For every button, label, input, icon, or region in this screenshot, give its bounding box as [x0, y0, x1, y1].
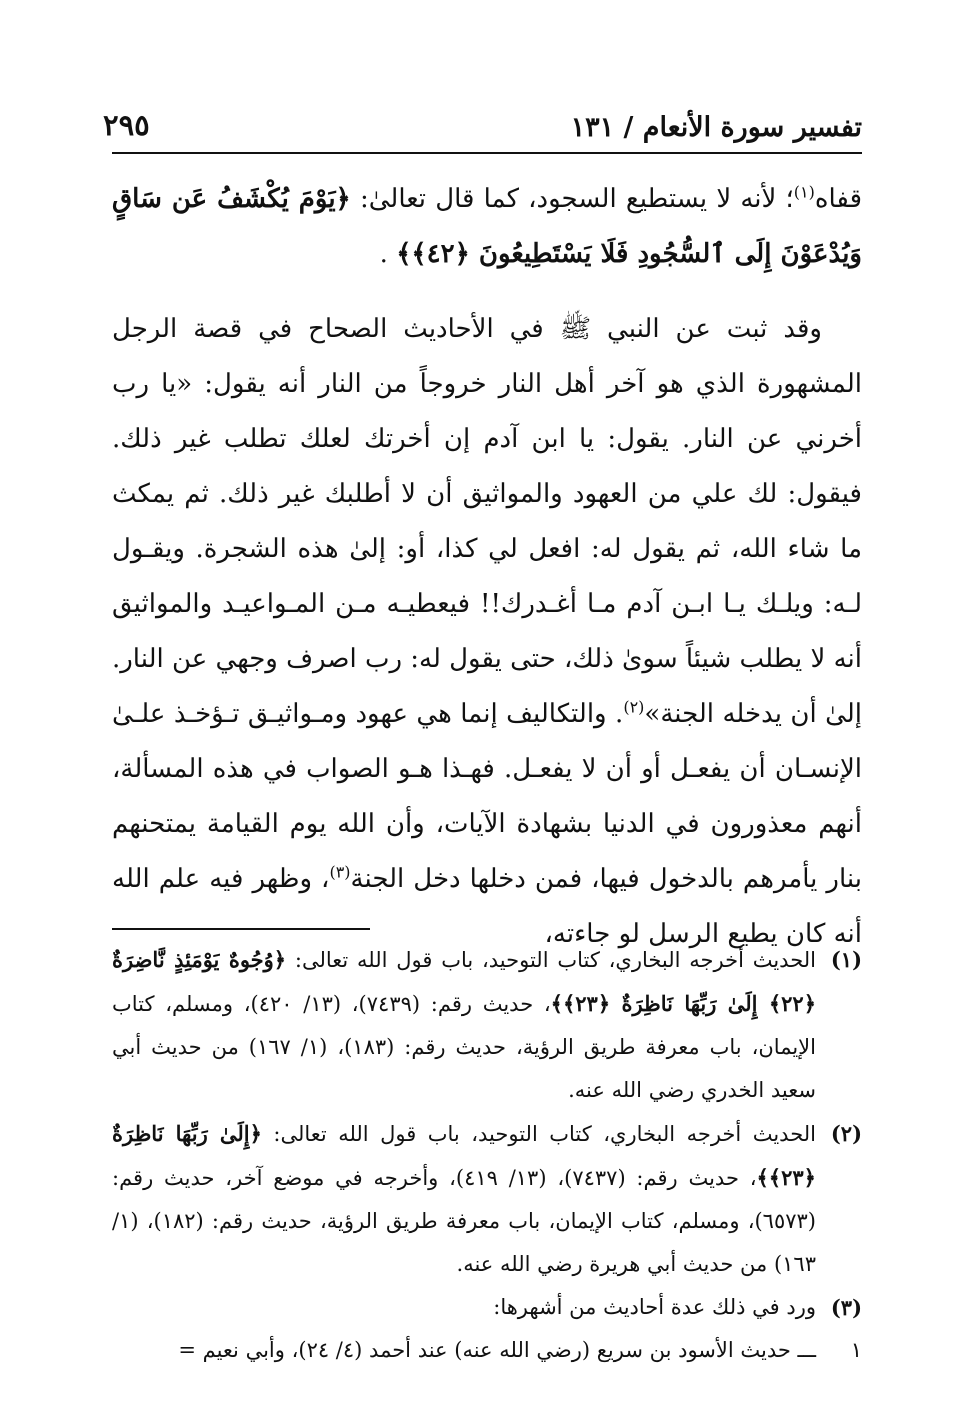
paragraph-2: [112, 302, 862, 962]
footnote-ref-2: (٢): [623, 697, 645, 717]
paragraph-2-text-a: وقد ثبت عن النبي ﷺ في الأحاديث الصحاح في قصة الرجل المشهورة الذي هو آخر أهل النار خروجاً من النار أنه يقول: «يا رب أخرني عن النار. يقول: يا ابن آدم إن أخرتك لعلك تطلب غير ذلك. فيقول: لك علي من العهود والمواثيق أن لا أطلبك غير ذلك. ثم يمكث ما شاء الله، ثم يقول له: افعل لي كذا، أو: إلىٰ هذه الشجرة. ويقـول لـه: ويلـك يـا ابـن آدم مـا أغـدرك!! فيعطيـه مـن المـواعيـد والمواثيق أنه لا يطلب شيئاً سوىٰ ذلك، حتى يقول له: رب اصرف وجهي عن النار. إلىٰ أن يدخله الجنة»: [111, 314, 862, 729]
footnote-number: (٣): [830, 1295, 862, 1320]
main-text: [112, 172, 862, 962]
paragraph-1-text-c: .: [379, 239, 397, 269]
footnote-text-a: الحديث أخرجه البخاري، كتاب التوحيد، باب قول الله تعالى:: [286, 948, 816, 972]
paragraph-2-text-b: . والتكاليف إنما هي عهود ومـواثيـق تـؤخـذ علـىٰ الإنسـان أن يفعـل أو أن لا يفعـل. فهـذا هـو الصواب في هذه المسألة، أنهم معذورون في الدنيا بشهادة الآيات، وأن الله يوم القيامة يمتحنهم بنار يأمرهم بالدخول فيها، فمن دخلها دخل الجنة: [112, 699, 862, 894]
paragraph-2-text-c: ، وظهر فيه علم الله أنه كان يطيع الرسل لو جاءته،: [112, 864, 862, 949]
footnote-divider: [112, 928, 370, 930]
footnote-3: [112, 1286, 862, 1329]
footnote-text: ـــ حديث الأسود بن سريع (رضي الله عنه) عند أحمد (٤/ ٢٤)، وأبي نعيم =: [178, 1338, 816, 1362]
footnote-text: ورد في ذلك عدة أحاديث من أشهرها:: [493, 1295, 816, 1319]
footnote-list-number: ١: [850, 1338, 862, 1362]
footnote-3-item-1: [112, 1329, 862, 1372]
footnote-text-b: ، حديث رقم: (٧٤٣٧)، (١٣/ ٤١٩)، وأخرجه في موضع آخر، حديث رقم: (٦٥٧٣)، ومسلم، كتاب الإيمان، باب معرفة طريق الرؤية، حديث رقم: (١٨٢)، (١/ ١٦٣) من حديث أبي هريرة رضي الله عنه.: [112, 1166, 816, 1276]
footnote-ref-3: (٣): [329, 862, 351, 882]
footnote-2: [112, 1112, 862, 1286]
paragraph-1: [112, 172, 862, 282]
running-header-title: تفسير سورة الأنعام / ١٣١: [570, 112, 862, 143]
footnote-1: [112, 938, 862, 1112]
header-divider: [112, 152, 862, 154]
footnote-text: [112, 1112, 816, 1286]
footnotes: [112, 938, 862, 1372]
footnote-text: [112, 938, 816, 1112]
footnote-text-a: الحديث أخرجه البخاري، كتاب التوحيد، باب قول الله تعالى:: [261, 1122, 816, 1146]
footnote-text-b: ، حديث رقم: (٧٤٣٩)، (١٣/ ٤٢٠)، ومسلم، كتاب الإيمان، باب معرفة طريق الرؤية، حديث رقم: (١٨٣)، (١/ ١٦٧) من حديث أبي سعيد الخدري رضي الله عنه.: [112, 992, 816, 1102]
footnote-number: (١): [830, 947, 862, 972]
footnote-number: (٢): [830, 1121, 862, 1146]
footnote-ref-1: (١): [793, 182, 815, 202]
footnote-quran: ﴿إِلَىٰ رَبِّهَا نَاظِرَةٌ ﴿٢٣﴾﴾: [112, 1121, 816, 1190]
quran-verse: ﴿يَوْمَ يُكْشَفُ عَن سَاقٍ وَيُدْعَوْنَ إِلَى ٱلسُّجُودِ فَلَا يَسْتَطِيعُونَ ﴿٤٢﴾﴾: [112, 184, 862, 269]
page-number: ٢٩٥: [103, 108, 150, 142]
footnote-quran: ﴿وُجُوهٌ يَوْمَئِذٍ نَّاضِرَةٌ ﴿٢٢﴾ إِلَىٰ رَبِّهَا نَاظِرَةٌ ﴿٢٣﴾﴾: [112, 947, 816, 1016]
paragraph-1-text-a: قفاه: [814, 184, 862, 214]
paragraph-1-text-b: ؛ لأنه لا يستطيع السجود، كما قال تعالىٰ:: [350, 184, 794, 214]
